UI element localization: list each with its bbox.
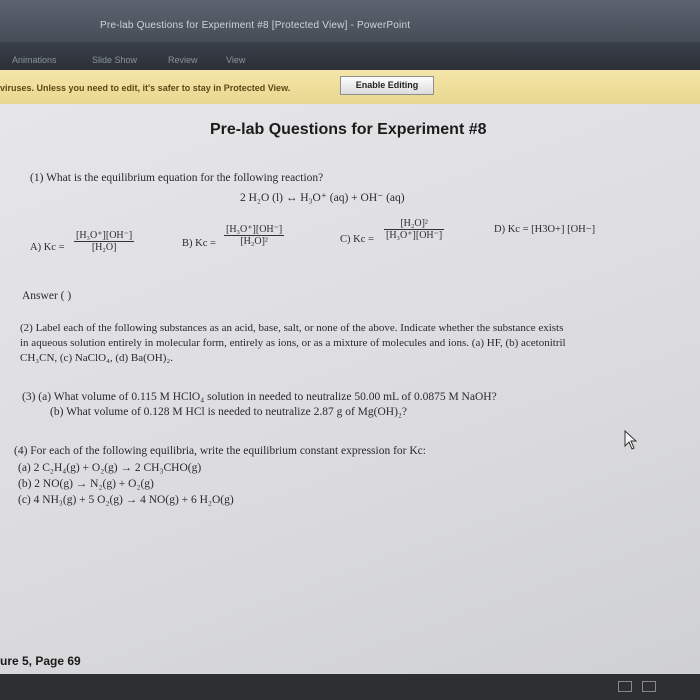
q4-item-c: (c) 4 NH₃(g) + 5 O₂(g) → 4 NO(g) + 6 H₂O(g) <box>18 494 234 506</box>
q1-choice-b-den: [H₂O]² <box>240 236 268 247</box>
q1-reaction: 2 H₂O (l) ↔ H₃O⁺ (aq) + OH⁻ (aq) <box>240 192 405 204</box>
q1-choice-a-fraction <box>74 230 134 253</box>
q4-item-a: (a) 2 C₂H₄(g) + O₂(g) → 2 CH₃CHO(g) <box>18 462 202 474</box>
q4-line-1: (4) For each of the following equilibria, write the equilibrium constant expression for Kc: <box>14 445 426 457</box>
q1-choice-c-fraction <box>384 218 444 241</box>
q1-answer: Answer ( ) <box>22 290 72 302</box>
tab-review[interactable]: Review <box>168 55 198 65</box>
q1-choice-b-fraction <box>224 224 284 247</box>
tab-slide-show[interactable]: Slide Show <box>92 55 138 65</box>
slide-content <box>0 104 700 674</box>
normal-view-icon[interactable] <box>618 681 632 692</box>
q2-line-1: (2) Label each of the following substances as an acid, base, salt, or none of the above. Indicate whether the substance exists <box>20 322 564 334</box>
enable-editing-button[interactable]: Enable Editing <box>340 76 434 95</box>
q1-choice-c-label: C) Kc = <box>340 234 374 245</box>
q1-choice-a-den: [H₂O] <box>91 242 117 253</box>
window-titlebar <box>0 0 700 42</box>
window-title: Pre-lab Questions for Experiment #8 [Protected View] - PowerPoint <box>100 20 411 31</box>
tab-view[interactable]: View <box>226 55 246 65</box>
q1-choice-c-num: [H₂O]² <box>384 218 444 230</box>
q4-item-b: (b) 2 NO(g) → N₂(g) + O₂(g) <box>18 478 154 490</box>
q1-question: (1) What is the equilibrium equation for the following reaction? <box>30 172 324 184</box>
tab-animations[interactable]: Animations <box>12 55 57 65</box>
q3-line-2: (b) What volume of 0.128 M HCl is needed to neutralize 2.87 g of Mg(OH)₂? <box>50 406 408 418</box>
mouse-cursor-icon <box>624 430 638 450</box>
slide-title: Pre-lab Questions for Experiment #8 <box>210 121 487 138</box>
page-indicator: ure 5, Page 69 <box>0 654 81 668</box>
q2-line-3: CH₃CN, (c) NaClO₄, (d) Ba(OH)₂. <box>20 352 173 364</box>
q1-choice-b-label: B) Kc = <box>182 238 216 249</box>
q1-choice-a-num: [H₃O⁺][OH⁻] <box>76 230 133 241</box>
protected-view-bar <box>0 70 700 105</box>
q1-choice-c-den: [H₃O⁺][OH⁻] <box>386 230 443 241</box>
ribbon-tabs <box>0 42 700 70</box>
slide-sorter-icon[interactable] <box>642 681 656 692</box>
status-bar <box>0 654 700 700</box>
q2-line-2: in aqueous solution entirely in molecular form, entirely as ions, or as a mixture of molecules and ions. (a) HF, (b) acetonitril <box>20 337 566 349</box>
q1-choice-a-label: A) Kc = <box>30 242 65 253</box>
q1-choice-b-num: [H₃O⁺][OH⁻] <box>226 224 283 235</box>
q3-line-1: (3) (a) What volume of 0.115 M HClO₄ solution in needed to neutralize 50.00 mL of 0.0875 M NaOH? <box>22 391 497 403</box>
protected-view-message: viruses. Unless you need to edit, it's safer to stay in Protected View. <box>0 83 291 93</box>
q1-choice-d: D) Kc = [H3O+] [OH−] <box>494 224 596 235</box>
